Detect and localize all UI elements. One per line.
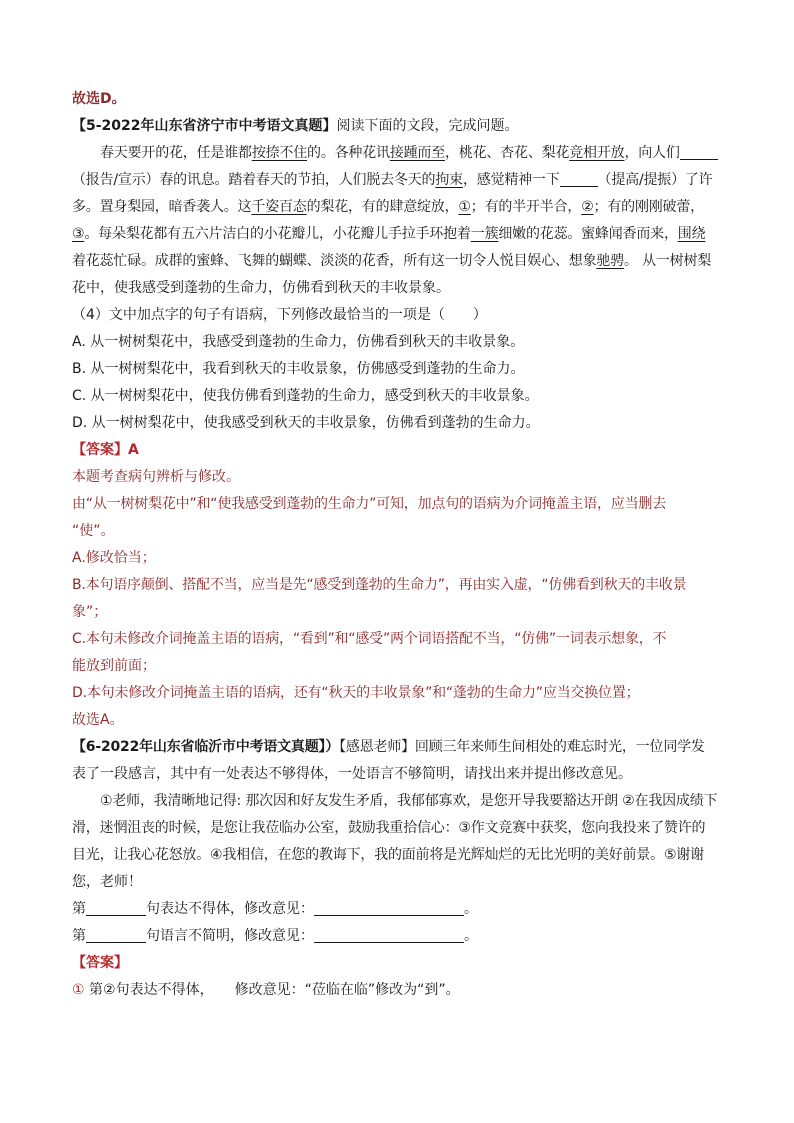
passage-line-3: 多。置身梨园，暗香袭人。这千姿百态的梨花，有的肆意绽放，①；有的半开半合，②；有的刚刚破蕾，	[72, 199, 704, 215]
revision-blank-2[interactable]	[314, 926, 464, 943]
passage-line-1: 春天要开的花，任是谁都按捺不住的。各种花讯接踵而至，桃花、杏花、梨花竞相开放，向人们	[72, 140, 732, 167]
conclusion-5: 故选A。	[72, 712, 124, 728]
revision-blank-1[interactable]	[314, 899, 464, 916]
answer-number: ①	[72, 982, 85, 998]
analysis-line-2: “使”。	[72, 523, 115, 539]
option-d: D. 从一树树梨花中，使我感受到秋天的丰收景象，仿佛看到蓬勃的生命力。	[72, 415, 540, 431]
passage-line-5: 着花蕊忙碌。成群的蜜蜂、飞舞的蝴蝶、淡淡的花香，所有这一切令人悦目娱心、想象驰骋。 从一树树梨	[72, 253, 712, 269]
analysis-option-c-1: C.本句未修改介词掩盖主语的语病，“看到”和“感受”两个词语搭配不当，“仿佛”一词表示想象，不	[72, 631, 667, 647]
q6-passage-line-2: 滑，迷惘沮丧的时候，是您让我莅临办公室，鼓励我重拾信心：③作文竞赛中获奖，您向我投来了赞许的	[72, 820, 706, 836]
passage-line-4: ③。每朵梨花都有五六片洁白的小花瓣儿，小花瓣儿手拉手环抱着一簇细嫩的花蕊。蜜蜂闻香而来，围绕	[72, 226, 706, 242]
q6-passage-line-3: 目光，让我心花怒放。④我相信，在您的教诲下，我的面前将是光辉灿烂的无比光明的美好前景。⑤谢谢	[72, 847, 704, 863]
fill-line-1: 第 句表达不得体，修改意见： 。	[72, 901, 478, 917]
fill-blank-2[interactable]	[560, 170, 598, 187]
sentence-number-blank-1[interactable]	[86, 899, 146, 916]
analysis-option-d: D.本句未修改介词掩盖主语的语病，还有“秋天的丰收景象”和“蓬勃的生命力”应当交换位置；	[72, 685, 640, 701]
analysis-option-b-1: B.本句语序颠倒、搭配不当，应当是先“感受到蓬勃的生命力”，再由实入虚，“仿佛看到秋天的丰收景	[72, 577, 687, 593]
q6-passage-line-4: 您，老师！	[72, 874, 142, 890]
analysis-intro: 本题考查病句辨析与修改。	[72, 469, 240, 485]
question-5-header	[72, 113, 732, 140]
passage-line-2: （报告/宣示）春的讯息。踏着春天的节拍，人们脱去冬天的拘束，感觉精神一下 （提高/提振）了许	[72, 172, 713, 188]
question-5-instruction: 阅读下面的文段，完成问题。	[336, 118, 519, 134]
analysis-option-c-2: 能放到前面；	[72, 658, 156, 674]
analysis-option-a: A.修改恰当；	[72, 550, 156, 566]
option-c: C. 从一树树梨花中，使我仿佛看到蓬勃的生命力，感受到秋天的丰收景象。	[72, 388, 539, 404]
answer-label-6: 【答案】	[72, 955, 128, 971]
q6-passage-line-1: ①老师，我清晰地记得: 那次因和好友发生矛盾，我郁郁寡欢，是您开导我要豁达开朗 ②在我因成绩下	[100, 793, 718, 809]
question-6-instruction-2: 表了一段感言，其中有一处表达不够得体，一处语言不够简明，请找出来并提出修改意见。	[72, 766, 632, 782]
previous-conclusion: 故选D。	[72, 91, 126, 107]
fill-blank-1[interactable]	[680, 143, 718, 160]
analysis-option-b-2: 象”；	[72, 604, 108, 620]
option-a: A. 从一树树梨花中，我感受到蓬勃的生命力，仿佛看到秋天的丰收景象。	[72, 334, 525, 350]
fill-line-2: 第 句语言不简明，修改意见： 。	[72, 928, 478, 944]
question-6-header	[72, 734, 732, 761]
question-6-instruction: 【感恩老师】回顾三年来师生间相处的难忘时光，一位同学发	[339, 739, 705, 755]
question-5-tag: 【5-2022年山东省济宁市中考语文真题】	[72, 118, 337, 134]
question-5-prompt: （4）文中加点字的句子有语病，下列修改最恰当的一项是（ ）	[72, 307, 487, 323]
answer-6-line: ① 第②句表达不得体， 修改意见：“莅临在临”修改为“到”。	[72, 982, 460, 998]
answer-label-5: 【答案】A	[72, 442, 139, 458]
analysis-line-1: 由“从一树树梨花中”和“使我感受到蓬勃的生命力”可知，加点句的语病为介词掩盖主语，应当删去	[72, 496, 667, 512]
sentence-number-blank-2[interactable]	[86, 926, 146, 943]
question-6-tag: 【6-2022年山东省临沂市中考语文真题】）	[72, 739, 340, 755]
document-page	[72, 86, 732, 1004]
option-b: B. 从一树树梨花中，我看到秋天的丰收景象，仿佛感受到蓬勃的生命力。	[72, 361, 525, 377]
passage-line-6: 花中，使我感受到蓬勃的生命力，仿佛看到秋天的丰收景象。	[72, 280, 450, 296]
